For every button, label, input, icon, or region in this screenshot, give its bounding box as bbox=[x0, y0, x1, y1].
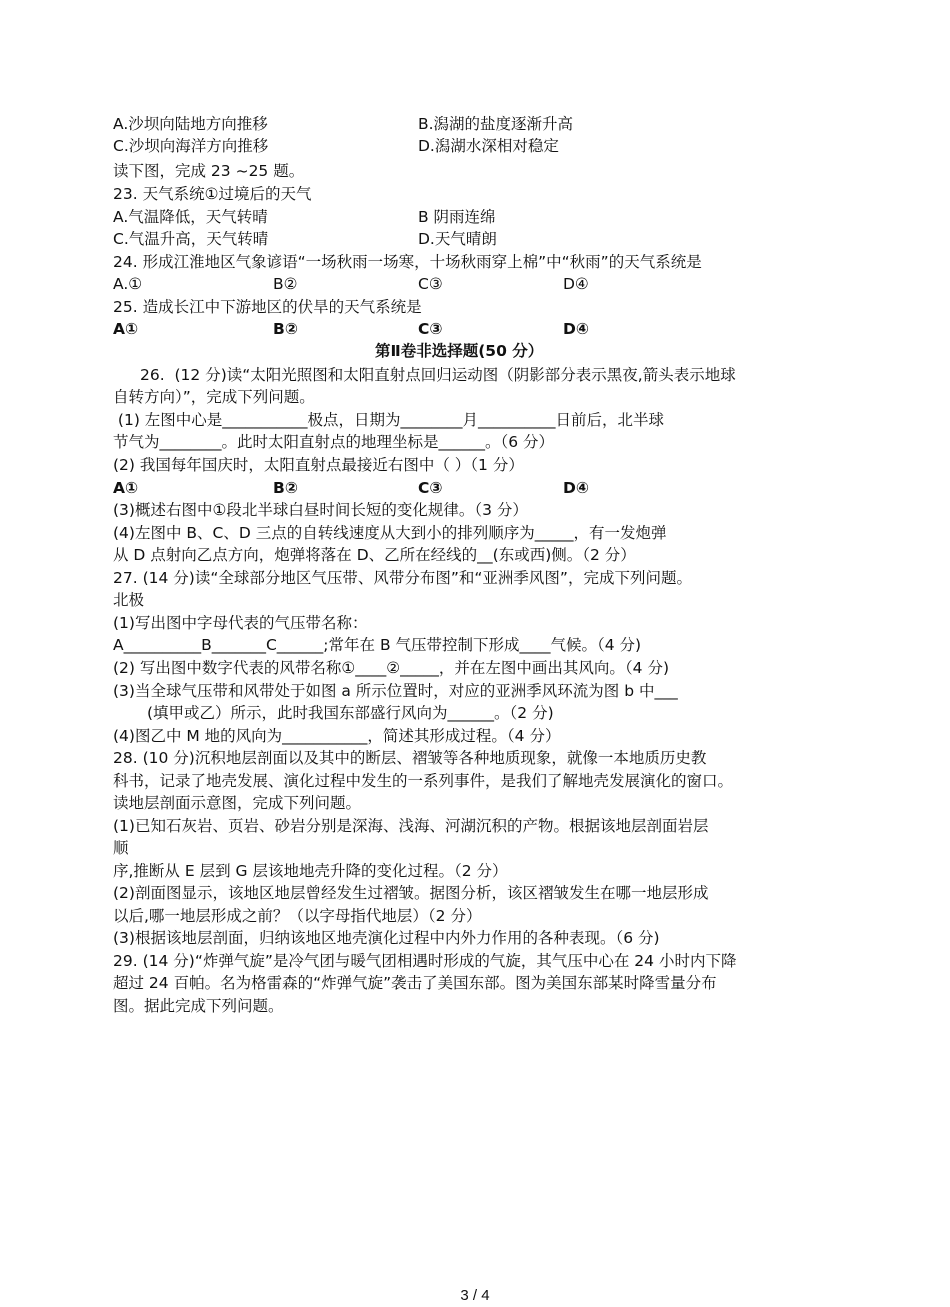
text-line: B② bbox=[273, 275, 298, 293]
text-line: A.沙坝向陆地方向推移 bbox=[113, 115, 268, 133]
text-line: (1) 左图中心是___________极点，日期为________月__________日前后，北半球 bbox=[113, 411, 665, 429]
text-line: (3)概述右图中①段北半球白昼时间长短的变化规律。（3 分） bbox=[113, 501, 528, 519]
text-line: D.天气晴朗 bbox=[418, 230, 497, 248]
text-line: 科书，记录了地壳发展、演化过程中发生的一系列事件，是我们了解地壳发展演化的窗口。 bbox=[113, 772, 734, 790]
text-line: (3)根据该地层剖面，归纳该地区地壳演化过程中内外力作用的各种表现。（6 分) bbox=[113, 929, 660, 947]
text-line: C③ bbox=[418, 275, 443, 293]
text-line: B② bbox=[273, 479, 298, 497]
text-line: 节气为________。此时太阳直射点的地理坐标是______。（6 分） bbox=[113, 433, 555, 451]
text-line: D④ bbox=[563, 275, 589, 293]
text-line: 23. 天气系统①过境后的天气 bbox=[113, 185, 312, 203]
text-line: 以后,哪一地层形成之前？（以字母指代地层）（2 分） bbox=[113, 907, 482, 925]
text-line: D④ bbox=[563, 320, 589, 338]
text-line: 从 D 点射向乙点方向，炮弹将落在 D、乙所在经线的__(东或西)侧。（2 分） bbox=[113, 546, 636, 564]
text-line: A.气温降低，天气转晴 bbox=[113, 208, 268, 226]
text-line: (2) 我国每年国庆时，太阳直射点最接近右图中（ ）（1 分） bbox=[113, 456, 524, 474]
text-line: A① bbox=[113, 320, 139, 338]
text-line: 超过 24 百帕。名为格雷森的“炸弹气旋”袭击了美国东部。图为美国东部某时降雪量分布 bbox=[113, 974, 717, 992]
text-line: 27. (14 分)读“全球部分地区气压带、风带分布图”和“亚洲季风图”，完成下列问题。 bbox=[113, 569, 692, 587]
text-line: 北极 bbox=[113, 591, 145, 609]
text-line: 读地层剖面示意图，完成下列问题。 bbox=[113, 794, 362, 812]
text-line: 28. (10 分)沉积地层剖面以及其中的断层、褶皱等各种地质现象，就像一本地质历史教 bbox=[113, 749, 707, 767]
text-line: 第Ⅱ卷非选择题(50 分） bbox=[375, 342, 544, 360]
text-line: 读下图，完成 23 ~25 题。 bbox=[113, 162, 305, 180]
text-line: 29. (14 分)“炸弹气旋”是冷气团与暖气团相遇时形成的气旋，其气压中心在 24 小时内下降 bbox=[113, 952, 737, 970]
text-line: B 阴雨连绵 bbox=[418, 208, 496, 226]
text-line: C.沙坝向海洋方向推移 bbox=[113, 137, 269, 155]
text-line: C③ bbox=[418, 320, 443, 338]
text-line: 24. 形成江淮地区气象谚语“一场秋雨一场寒，十场秋雨穿上棉”中“秋雨”的天气系统是 bbox=[113, 253, 702, 271]
text-line: A.① bbox=[113, 275, 143, 293]
text-line: (2) 写出图中数字代表的风带名称①____②_____，并在左图中画出其风向。（4 分) bbox=[113, 659, 670, 677]
text-line: B② bbox=[273, 320, 298, 338]
page-number: 3 / 4 bbox=[460, 1287, 490, 1304]
text-line: C.气温升高，天气转晴 bbox=[113, 230, 269, 248]
text-line: (3)当全球气压带和风带处于如图 a 所示位置时，对应的亚洲季风环流为图 b 中___ bbox=[113, 682, 678, 700]
text-line: (2)剖面图显示，该地区地层曾经发生过褶皱。据图分析，该区褶皱发生在哪一地层形成 bbox=[113, 884, 709, 902]
text-line: B.潟湖的盐度逐渐升高 bbox=[418, 115, 574, 133]
text-line: 26. (12 分)读“太阳光照图和太阳直射点回归运动图（阴影部分表示黑夜,箭头表示地球 bbox=[140, 366, 736, 384]
text-line: D④ bbox=[563, 479, 589, 497]
text-line: D.潟湖水深相对稳定 bbox=[418, 137, 559, 155]
text-line: 图。据此完成下列问题。 bbox=[113, 997, 284, 1015]
text-line: C③ bbox=[418, 479, 443, 497]
text-line: (4)左图中 B、C、D 三点的自转线速度从大到小的排列顺序为_____，有一发炮弹 bbox=[113, 524, 667, 542]
text-line: A① bbox=[113, 479, 139, 497]
text-line: 自转方向）”，完成下列问题。 bbox=[113, 388, 315, 406]
text-line: 序,推断从 E 层到 G 层该地地壳升降的变化过程。（2 分） bbox=[113, 862, 508, 880]
text-line: (填甲或乙）所示，此时我国东部盛行风向为______。（2 分) bbox=[147, 704, 554, 722]
text-line: (1)已知石灰岩、页岩、砂岩分别是深海、浅海、河湖沉积的产物。根据该地层剖面岩层 bbox=[113, 817, 709, 835]
text-line: 顺 bbox=[113, 839, 129, 857]
text-line: (1)写出图中字母代表的气压带名称： bbox=[113, 614, 368, 632]
text-line: (4)图乙中 M 地的风向为___________，简述其形成过程。（4 分） bbox=[113, 727, 561, 745]
text-line: A__________B_______C______;常年在 B 气压带控制下形成____气候。（4 分) bbox=[113, 636, 642, 654]
text-line: 25. 造成长江中下游地区的伏旱的天气系统是 bbox=[113, 298, 422, 316]
